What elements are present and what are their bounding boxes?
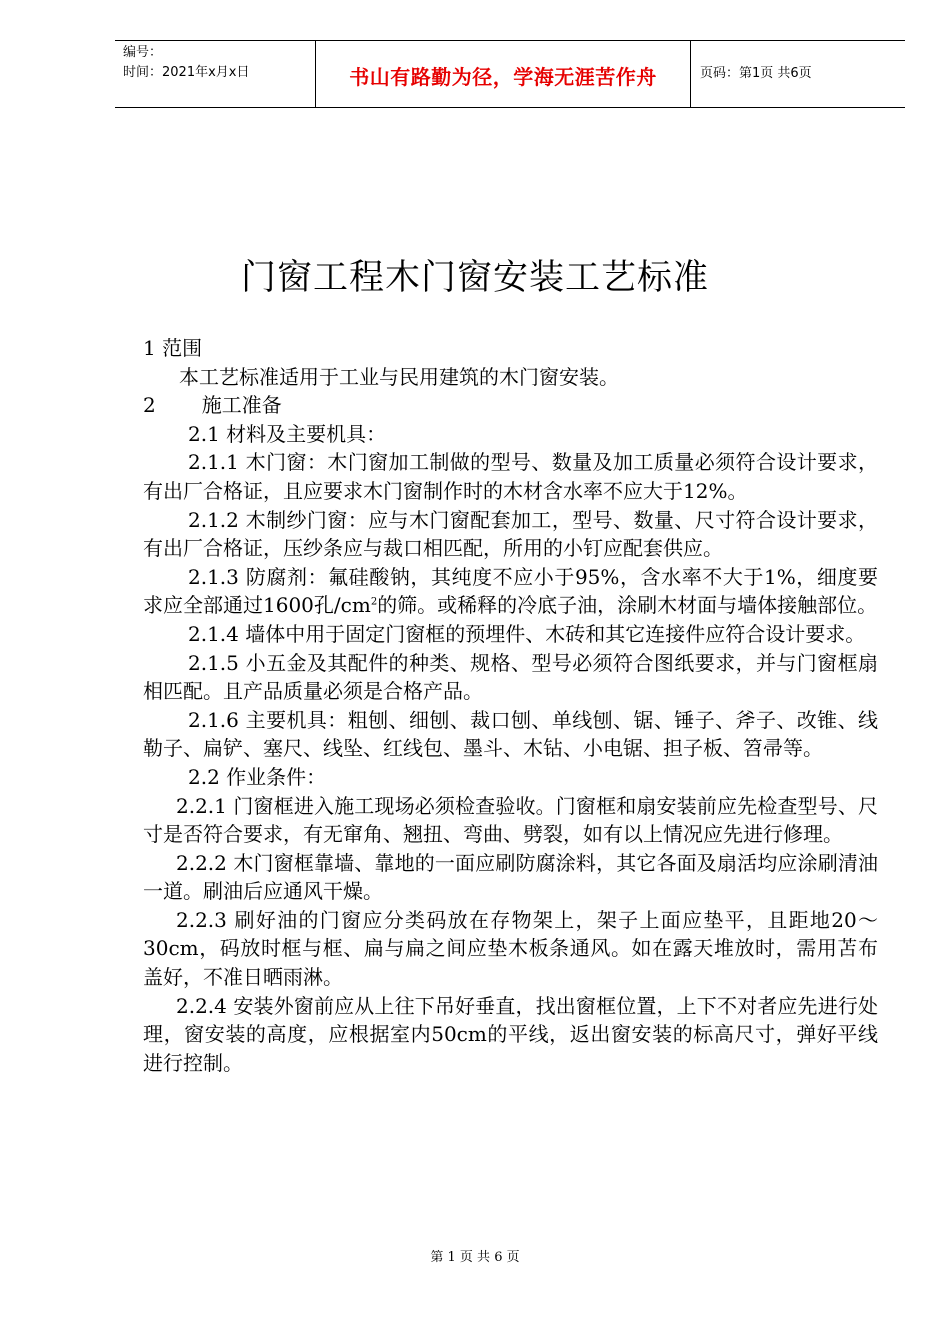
paragraph-2-1-3-part-b: 的筛。或稀释的冷底子油，涂刷木材面与墙体接触部位。	[377, 593, 878, 618]
time-label: 时间：2021年x月x日	[123, 65, 250, 80]
header-motto-cell	[315, 41, 691, 107]
motto: 书山有路勤为径，学海无涯苦作舟	[349, 65, 657, 89]
header-meta-cell	[115, 41, 315, 107]
paragraph-2-1-3-part-a: 2.1.3 防腐剂：氟硅酸钠，其纯度不应小于95%，含水率不大于1%，细度要求应全部通过1600孔/cm	[143, 564, 878, 618]
section-2-title: 施工准备	[201, 393, 282, 418]
paragraph-2-2-2: 2.2.2 木门窗框靠墙、靠地的一面应刷防腐涂料，其它各面及扇活均应涂刷清油一道。刷油后应通风干燥。	[143, 850, 878, 904]
section-1-text: 本工艺标准适用于工业与民用建筑的木门窗安装。	[179, 364, 619, 389]
page-footer: 第 1 页 共 6 页	[430, 1250, 520, 1265]
paragraph-2-2-3: 2.2.3 刷好油的门窗应分类码放在存物架上，架子上面应垫平，且距地20～30cm，码放时框与框、扁与扁之间应垫木板条通风。如在露天堆放时，需用苫布盖好，不准日晒雨淋。	[143, 907, 878, 990]
paragraph-2-2-4: 2.2.4 安装外窗前应从上往下吊好垂直，找出窗框位置，上下不对者应先进行处理，窗安装的高度，应根据室内50cm的平线，返出窗安装的标高尺寸，弹好平线进行控制。	[143, 993, 878, 1075]
serial-label: 编号：	[123, 45, 163, 60]
section-2-2-heading: 2.2 作业条件：	[188, 764, 327, 789]
paragraph-2-1-2: 2.1.2 木制纱门窗：应与木门窗配套加工，型号、数量、尺寸符合设计要求，有出厂合格证，压纱条应与裁口相匹配，所用的小钉应配套供应。	[143, 507, 878, 561]
page-label: 页码：第1页 共6页	[700, 66, 812, 81]
section-1-heading: 1 范围	[143, 336, 203, 360]
paragraph-2-1-1: 2.1.1 木门窗：木门窗加工制做的型号、数量及加工质量必须符合设计要求，有出厂合格证，且应要求木门窗制作时的木材含水率不应大于12%。	[143, 450, 878, 503]
paragraph-2-1-6: 2.1.6 主要机具：粗刨、细刨、裁口刨、单线刨、锯、锤子、斧子、改锥、线勒子、扁铲、塞尺、线坠、红线包、墨斗、木钻、小电锯、担子板、笤帚等。	[143, 707, 878, 761]
document-title: 门窗工程木门窗安装工艺标准	[240, 258, 709, 298]
paragraph-2-1-3	[143, 563, 878, 620]
paragraph-2-2-1: 2.2.1 门窗框进入施工现场必须检查验收。门窗框和扇安装前应先检查型号、尺寸是否符合要求，有无窜角、翘扭、弯曲、劈裂，如有以上情况应先进行修理。	[143, 793, 878, 847]
section-2-heading	[143, 391, 878, 420]
section-2-number: 2	[143, 393, 156, 418]
superscript: 2	[370, 596, 378, 608]
header-page-cell	[690, 41, 905, 107]
section-2-1-heading: 2.1 材料及主要机具：	[188, 421, 387, 446]
paragraph-2-1-4: 2.1.4 墙体中用于固定门窗框的预埋件、木砖和其它连接件应符合设计要求。	[188, 621, 866, 646]
header-table	[115, 40, 905, 108]
document-body	[143, 334, 878, 1077]
paragraph-2-1-5: 2.1.5 小五金及其配件的种类、规格、型号必须符合图纸要求，并与门窗框扇相匹配。且产品质量必须是合格产品。	[143, 650, 878, 704]
